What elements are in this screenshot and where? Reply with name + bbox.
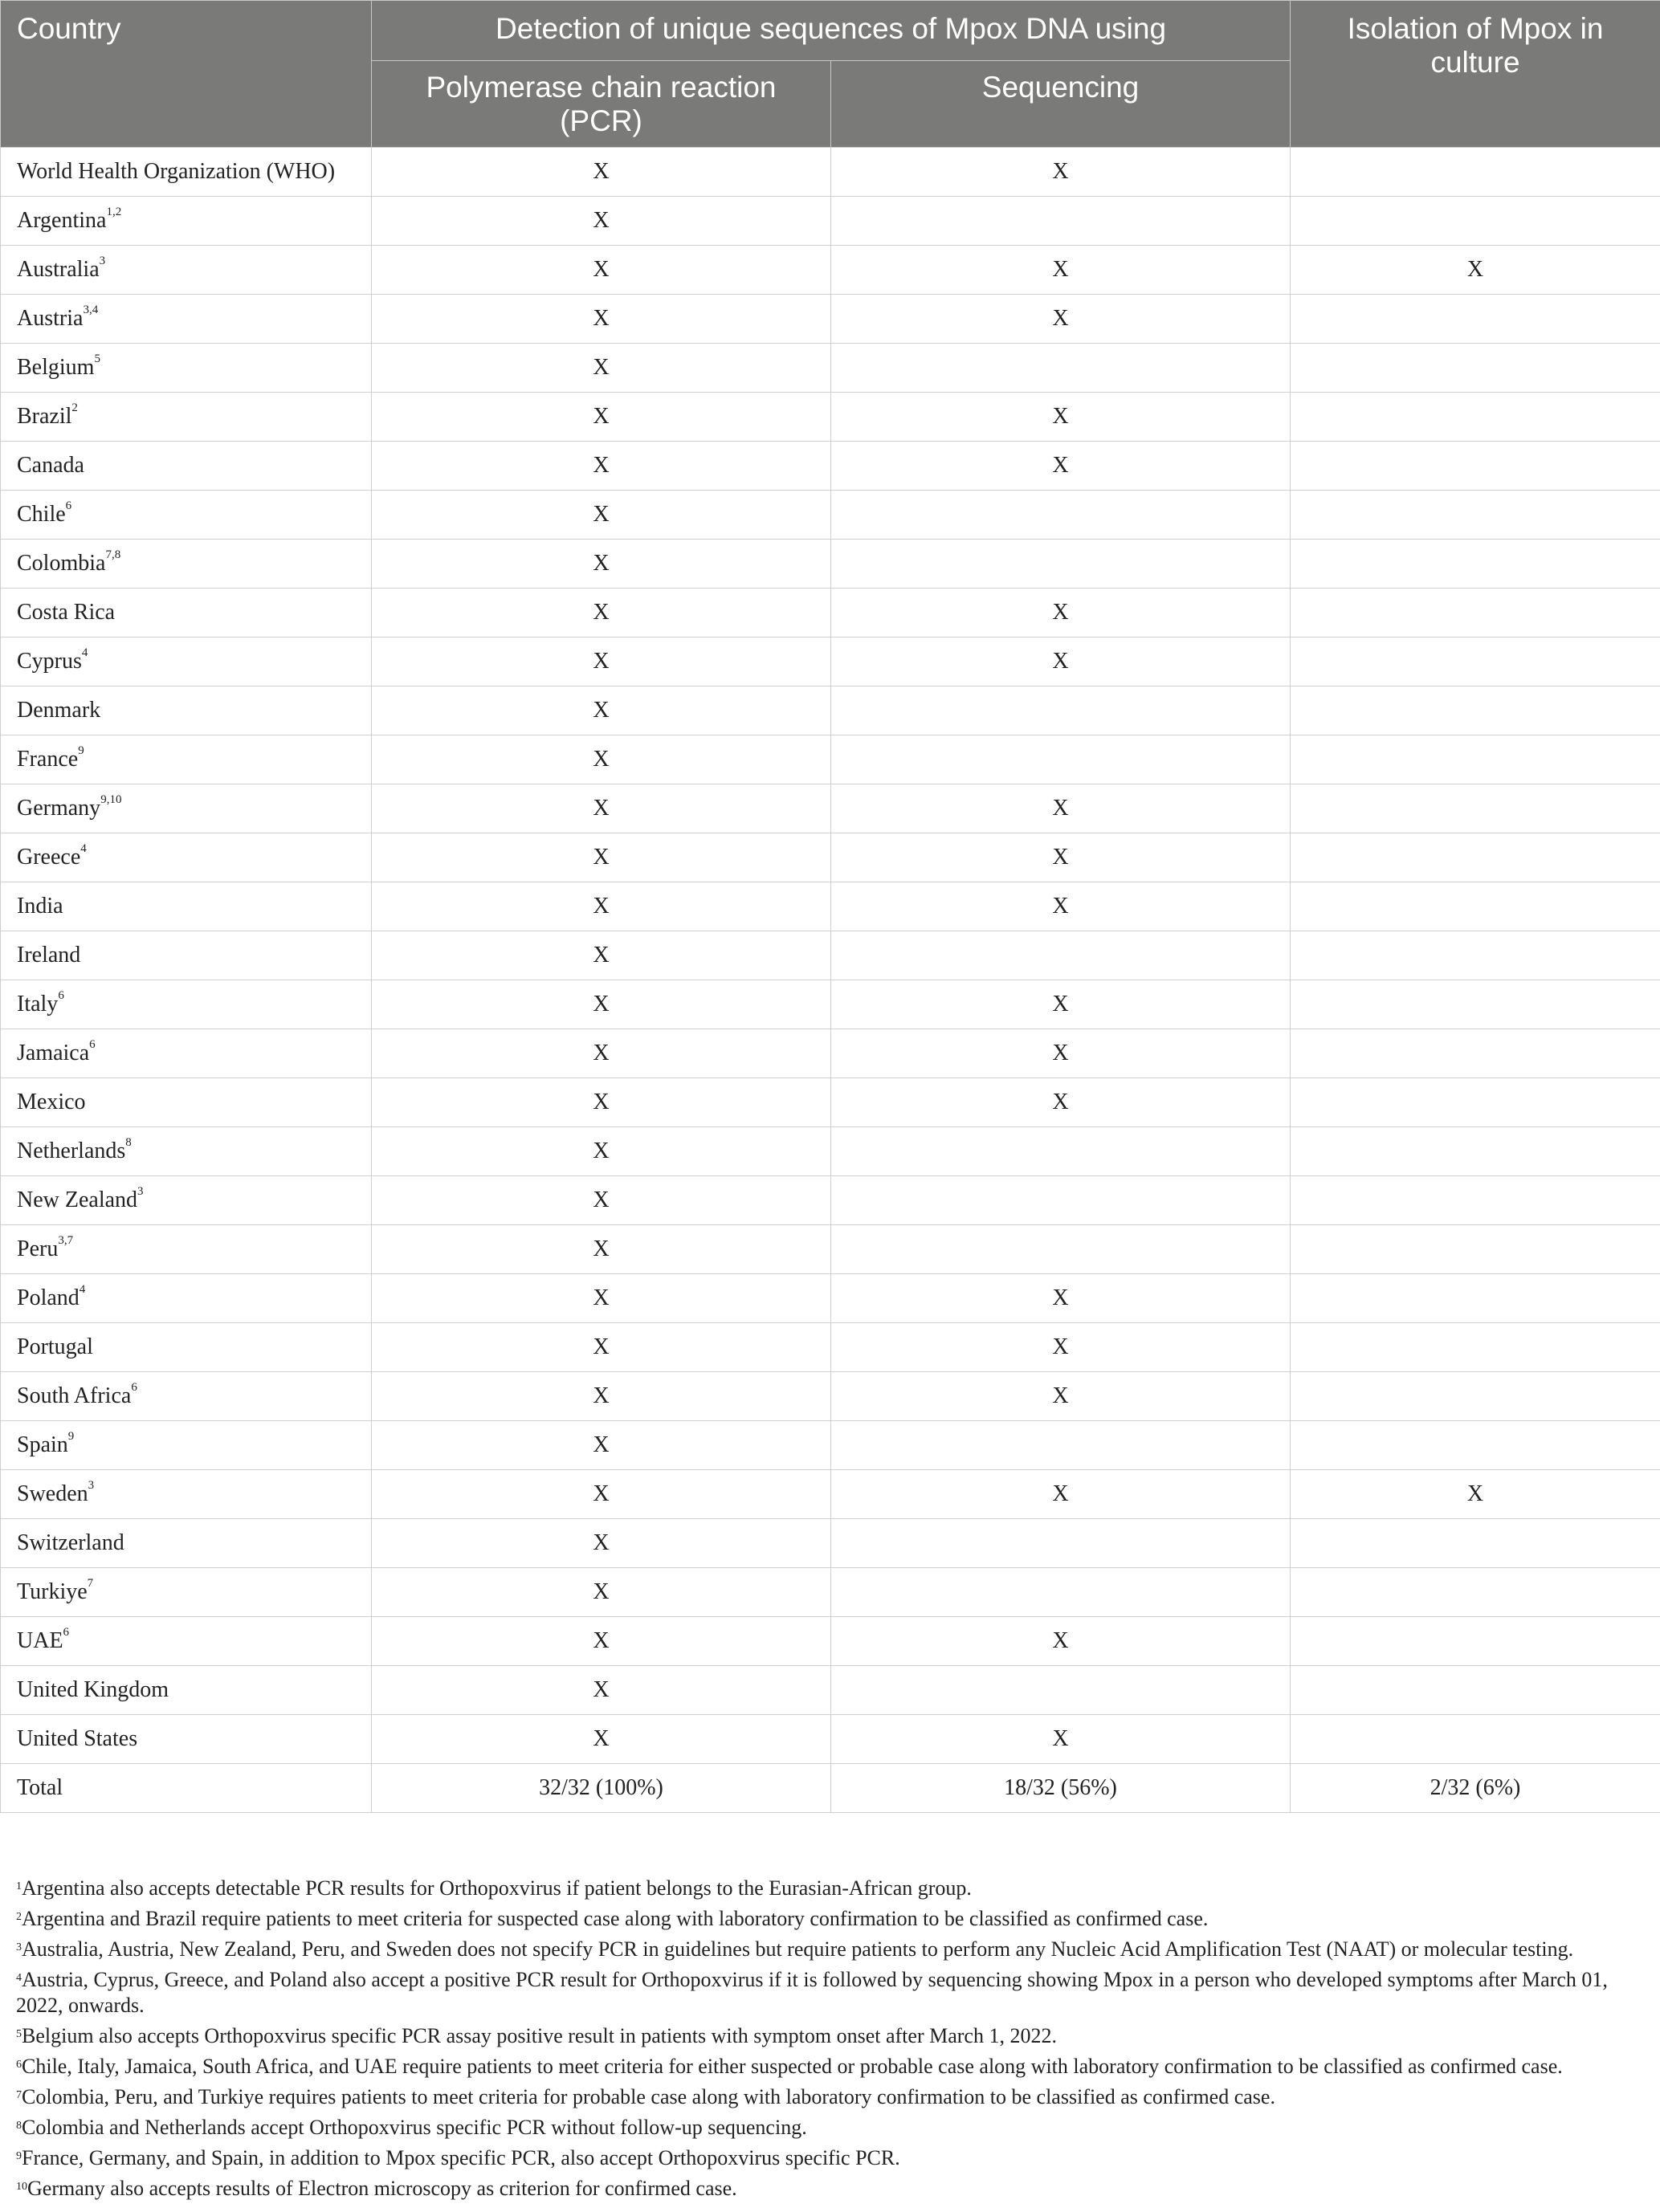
table-row	[1, 1225, 1660, 1274]
table-row	[1, 589, 1660, 638]
footnote-text: Australia, Austria, New Zealand, Peru, and Sweden does not specify PCR in guidelines but require patients to perform any Nucleic Acid Amplification Test (NAAT) or molecular testing.	[22, 1937, 1574, 1961]
table-row	[1, 1029, 1660, 1078]
pcr-cell: X	[372, 197, 831, 246]
table-row	[1, 197, 1660, 246]
footnote-number: 5	[16, 2028, 22, 2040]
country-name: Colombia	[17, 551, 106, 576]
sequencing-cell	[831, 1568, 1291, 1617]
sequencing-cell	[831, 1421, 1291, 1470]
country-name: Netherlands	[17, 1139, 126, 1163]
sequencing-cell	[831, 735, 1291, 784]
footnote	[0, 1967, 1638, 2019]
sequencing-cell	[831, 491, 1291, 540]
country-cell	[1, 344, 372, 393]
sequencing-cell: X	[831, 1078, 1291, 1127]
header-country: Country	[1, 1, 372, 148]
pcr-cell: X	[372, 1568, 831, 1617]
table-row	[1, 1323, 1660, 1372]
table-row	[1, 442, 1660, 491]
sequencing-cell: X	[831, 1470, 1291, 1519]
isolation-cell	[1291, 686, 1660, 735]
country-cell	[1, 442, 372, 491]
country-cell	[1, 833, 372, 882]
header-isolation: Isolation of Mpox in culture	[1291, 1, 1660, 148]
country-cell	[1, 1078, 372, 1127]
footnote-number: 7	[16, 2089, 22, 2101]
footnote-ref: 4	[81, 646, 88, 659]
country-cell	[1, 589, 372, 638]
country-cell	[1, 931, 372, 980]
isolation-cell	[1291, 1127, 1660, 1176]
footnote-text: Argentina and Brazil require patients to meet criteria for suspected case along with laboratory confirmation to be classified as confirmed case.	[22, 1907, 1209, 1930]
footnote-text: Chile, Italy, Jamaica, South Africa, and UAE require patients to meet criteria for either suspected or probable case along with laboratory confirmation to be classified as confirmed case.	[22, 2055, 1563, 2078]
table-row	[1, 246, 1660, 295]
isolation-cell	[1291, 197, 1660, 246]
country-name: Germany	[17, 796, 101, 821]
pcr-cell: X	[372, 1519, 831, 1568]
isolation-cell	[1291, 931, 1660, 980]
isolation-cell	[1291, 442, 1660, 491]
footnote-ref: 1,2	[106, 206, 122, 218]
footnote-ref: 9,10	[100, 793, 122, 806]
footnote	[0, 1937, 1638, 1962]
header-pcr: Polymerase chain reaction (PCR)	[372, 61, 831, 148]
isolation-cell	[1291, 1519, 1660, 1568]
country-name: UAE	[17, 1628, 63, 1653]
country-name: Denmark	[17, 698, 101, 723]
country-name: Austria	[17, 306, 84, 331]
sequencing-cell: X	[831, 148, 1291, 197]
country-name: United States	[17, 1726, 138, 1751]
sequencing-cell	[831, 344, 1291, 393]
isolation-cell	[1291, 735, 1660, 784]
country-cell	[1, 1029, 372, 1078]
country-name: Jamaica	[17, 1041, 90, 1065]
country-name: United Kingdom	[17, 1677, 169, 1702]
footnote	[0, 1876, 1638, 1901]
table-row	[1, 1078, 1660, 1127]
country-name: New Zealand	[17, 1187, 138, 1212]
header-detection-group: Detection of unique sequences of Mpox DNA using	[372, 1, 1291, 61]
footnotes	[0, 1876, 1638, 2206]
sequencing-cell: X	[831, 784, 1291, 833]
country-name: Australia	[17, 257, 100, 282]
pcr-cell: X	[372, 344, 831, 393]
country-cell	[1, 197, 372, 246]
table-row	[1, 784, 1660, 833]
country-cell	[1, 1470, 372, 1519]
footnote-ref: 3	[88, 1479, 95, 1492]
table-row	[1, 686, 1660, 735]
country-name: Argentina	[17, 208, 107, 233]
footnote-text: France, Germany, and Spain, in addition to Mpox specific PCR, also accept Orthopoxvirus specific PCR.	[22, 2146, 900, 2169]
isolation-cell: X	[1291, 1470, 1660, 1519]
footnote-number: 2	[16, 1911, 22, 1923]
footnote-ref: 9	[67, 1430, 75, 1443]
country-name: Canada	[17, 453, 84, 478]
footnote	[0, 2054, 1638, 2080]
footnote	[0, 2176, 1638, 2202]
pcr-cell: X	[372, 1715, 831, 1764]
footnote-text: Austria, Cyprus, Greece, and Poland also accept a positive PCR result for Orthopoxvirus if it is followed by sequencing showing Mpox in a person who developed symptoms after March 01, 2022, onwards.	[16, 1968, 1608, 2017]
country-name: Total	[17, 1775, 63, 1800]
pcr-cell: X	[372, 1078, 831, 1127]
table-row	[1, 931, 1660, 980]
country-cell	[1, 393, 372, 442]
country-cell	[1, 1519, 372, 1568]
footnote-text: Argentina also accepts detectable PCR results for Orthopoxvirus if patient belongs to the Eurasian-African group.	[22, 1876, 972, 1900]
footnote-text: Belgium also accepts Orthopoxvirus specific PCR assay positive result in patients with symptom onset after March 1, 2022.	[22, 2024, 1057, 2047]
footnote-ref: 3	[99, 255, 106, 267]
country-name: Spain	[17, 1432, 68, 1457]
footnote-number: 8	[16, 2120, 22, 2132]
pcr-cell: X	[372, 393, 831, 442]
sequencing-cell: X	[831, 442, 1291, 491]
footnote-ref: 6	[131, 1381, 137, 1394]
table-row	[1, 491, 1660, 540]
sequencing-cell: X	[831, 833, 1291, 882]
country-cell	[1, 1274, 372, 1323]
footnote-ref: 6	[63, 1626, 70, 1639]
country-name: World Health Organization (WHO)	[17, 159, 336, 184]
pcr-cell: X	[372, 1176, 831, 1225]
country-name: Brazil	[17, 404, 72, 429]
table-row	[1, 1764, 1660, 1813]
sequencing-cell	[831, 931, 1291, 980]
sequencing-cell: X	[831, 393, 1291, 442]
footnote	[0, 2115, 1638, 2141]
country-name: Sweden	[17, 1481, 88, 1506]
pcr-cell: X	[372, 1470, 831, 1519]
isolation-cell	[1291, 1666, 1660, 1715]
isolation-cell	[1291, 882, 1660, 931]
table-row	[1, 1519, 1660, 1568]
country-cell	[1, 1617, 372, 1666]
table-row	[1, 393, 1660, 442]
pcr-cell: X	[372, 735, 831, 784]
sequencing-cell: X	[831, 1029, 1291, 1078]
isolation-cell	[1291, 833, 1660, 882]
table-row	[1, 882, 1660, 931]
country-name: Mexico	[17, 1090, 86, 1114]
isolation-cell	[1291, 1372, 1660, 1421]
footnote	[0, 2023, 1638, 2049]
pcr-cell: X	[372, 1617, 831, 1666]
isolation-cell	[1291, 1323, 1660, 1372]
pcr-cell: X	[372, 148, 831, 197]
pcr-cell: X	[372, 540, 831, 589]
pcr-cell: X	[372, 442, 831, 491]
table-row	[1, 1372, 1660, 1421]
isolation-cell	[1291, 1274, 1660, 1323]
sequencing-cell: X	[831, 882, 1291, 931]
country-name: Italy	[17, 992, 59, 1016]
isolation-cell	[1291, 589, 1660, 638]
pcr-cell: X	[372, 686, 831, 735]
sequencing-cell: X	[831, 1617, 1291, 1666]
country-cell	[1, 1715, 372, 1764]
country-cell	[1, 980, 372, 1029]
country-cell	[1, 1421, 372, 1470]
footnote-text: Colombia and Netherlands accept Orthopoxvirus specific PCR without follow-up sequencing.	[22, 2116, 807, 2139]
country-name: Ireland	[17, 943, 81, 967]
pcr-cell: X	[372, 1421, 831, 1470]
sequencing-cell: X	[831, 589, 1291, 638]
country-name: Greece	[17, 845, 81, 870]
footnote-ref: 6	[58, 989, 64, 1002]
country-cell	[1, 1127, 372, 1176]
table-row	[1, 1568, 1660, 1617]
isolation-cell	[1291, 1225, 1660, 1274]
isolation-cell	[1291, 491, 1660, 540]
pcr-cell: X	[372, 1127, 831, 1176]
pcr-cell: 32/32 (100%)	[372, 1764, 831, 1813]
footnote-number: 9	[16, 2150, 22, 2162]
footnote-number: 4	[16, 1972, 22, 1984]
sequencing-cell: X	[831, 246, 1291, 295]
footnote-ref: 7	[87, 1577, 94, 1590]
sequencing-cell	[831, 540, 1291, 589]
country-cell	[1, 1764, 372, 1813]
country-name: Peru	[17, 1236, 59, 1261]
table-header	[1, 1, 1660, 148]
country-cell	[1, 735, 372, 784]
footnote-number: 1	[16, 1880, 22, 1892]
sequencing-cell	[831, 1127, 1291, 1176]
table-row	[1, 833, 1660, 882]
footnote-text: Colombia, Peru, and Turkiye requires patients to meet criteria for probable case along with laboratory confirmation to be classified as confirmed case.	[22, 2085, 1275, 2108]
isolation-cell	[1291, 784, 1660, 833]
table-row	[1, 1470, 1660, 1519]
pcr-cell: X	[372, 833, 831, 882]
sequencing-cell: 18/32 (56%)	[831, 1764, 1291, 1813]
country-cell	[1, 540, 372, 589]
pcr-cell: X	[372, 491, 831, 540]
isolation-cell: X	[1291, 246, 1660, 295]
country-cell	[1, 1176, 372, 1225]
footnote-ref: 4	[80, 842, 87, 855]
pcr-cell: X	[372, 1372, 831, 1421]
sequencing-cell: X	[831, 1274, 1291, 1323]
isolation-cell	[1291, 1715, 1660, 1764]
isolation-cell	[1291, 1568, 1660, 1617]
footnote-ref: 5	[94, 352, 100, 365]
isolation-cell	[1291, 1421, 1660, 1470]
footnote-ref: 6	[89, 1038, 96, 1051]
pcr-cell: X	[372, 1323, 831, 1372]
table-row	[1, 638, 1660, 686]
footnote-ref: 9	[78, 744, 84, 757]
country-name: India	[17, 894, 63, 919]
footnote-text: Germany also accepts results of Electron microscopy as criterion for confirmed case.	[27, 2177, 737, 2200]
country-cell	[1, 1666, 372, 1715]
country-cell	[1, 1225, 372, 1274]
country-name: South Africa	[17, 1383, 132, 1408]
pcr-cell: X	[372, 1666, 831, 1715]
country-cell	[1, 295, 372, 344]
footnote-ref: 8	[125, 1136, 132, 1149]
isolation-cell	[1291, 638, 1660, 686]
sequencing-cell: X	[831, 1323, 1291, 1372]
country-cell	[1, 1323, 372, 1372]
sequencing-cell	[831, 686, 1291, 735]
footnote-ref: 7,8	[105, 548, 121, 561]
footnote-ref: 3,7	[58, 1234, 74, 1247]
sequencing-cell	[831, 197, 1291, 246]
table-body	[1, 148, 1660, 1813]
sequencing-cell	[831, 1519, 1291, 1568]
table-row	[1, 980, 1660, 1029]
footnote-number: 6	[16, 2059, 22, 2071]
country-name: Chile	[17, 502, 66, 527]
footnote-ref: 6	[65, 499, 72, 512]
country-name: Costa Rica	[17, 600, 116, 625]
sequencing-cell: X	[831, 1715, 1291, 1764]
table-row	[1, 540, 1660, 589]
country-name: Turkiye	[17, 1579, 88, 1604]
country-name: France	[17, 747, 79, 772]
isolation-cell	[1291, 1617, 1660, 1666]
footnote-ref: 2	[71, 401, 78, 414]
footnote-ref: 3	[137, 1185, 144, 1198]
pcr-cell: X	[372, 1225, 831, 1274]
table-row	[1, 295, 1660, 344]
footnote-number: 10	[16, 2181, 27, 2193]
table-row	[1, 1127, 1660, 1176]
sequencing-cell	[831, 1176, 1291, 1225]
table-row	[1, 1715, 1660, 1764]
sequencing-cell	[831, 1225, 1291, 1274]
isolation-cell	[1291, 393, 1660, 442]
country-cell	[1, 638, 372, 686]
pcr-cell: X	[372, 1274, 831, 1323]
country-name: Cyprus	[17, 649, 82, 674]
country-name: Belgium	[17, 355, 95, 380]
country-cell	[1, 882, 372, 931]
footnote	[0, 2145, 1638, 2171]
pcr-cell: X	[372, 784, 831, 833]
country-cell	[1, 246, 372, 295]
country-cell	[1, 148, 372, 197]
sequencing-cell	[831, 1666, 1291, 1715]
table-row	[1, 1421, 1660, 1470]
footnote	[0, 2084, 1638, 2110]
table-row	[1, 148, 1660, 197]
pcr-cell: X	[372, 980, 831, 1029]
isolation-cell: 2/32 (6%)	[1291, 1764, 1660, 1813]
pcr-cell: X	[372, 1029, 831, 1078]
table-row	[1, 1176, 1660, 1225]
table-row	[1, 344, 1660, 393]
country-cell	[1, 491, 372, 540]
sequencing-cell: X	[831, 638, 1291, 686]
pcr-cell: X	[372, 638, 831, 686]
pcr-cell: X	[372, 882, 831, 931]
country-cell	[1, 686, 372, 735]
isolation-cell	[1291, 295, 1660, 344]
table-row	[1, 1666, 1660, 1715]
isolation-cell	[1291, 540, 1660, 589]
country-cell	[1, 1372, 372, 1421]
header-sequencing: Sequencing	[831, 61, 1291, 148]
isolation-cell	[1291, 344, 1660, 393]
isolation-cell	[1291, 1176, 1660, 1225]
footnote-ref: 4	[79, 1283, 86, 1296]
table-row	[1, 1617, 1660, 1666]
country-cell	[1, 1568, 372, 1617]
country-cell	[1, 784, 372, 833]
country-name: Poland	[17, 1285, 80, 1310]
footnote-ref: 3,4	[83, 303, 99, 316]
country-name: Switzerland	[17, 1530, 124, 1555]
table-row	[1, 735, 1660, 784]
footnote	[0, 1906, 1638, 1932]
pcr-cell: X	[372, 295, 831, 344]
sequencing-cell: X	[831, 295, 1291, 344]
sequencing-cell: X	[831, 1372, 1291, 1421]
country-name: Portugal	[17, 1334, 93, 1359]
isolation-cell	[1291, 980, 1660, 1029]
sequencing-cell: X	[831, 980, 1291, 1029]
pcr-cell: X	[372, 246, 831, 295]
pcr-cell: X	[372, 589, 831, 638]
isolation-cell	[1291, 1029, 1660, 1078]
pcr-cell: X	[372, 931, 831, 980]
isolation-cell	[1291, 1078, 1660, 1127]
table-row	[1, 1274, 1660, 1323]
footnote-number: 3	[16, 1941, 22, 1953]
isolation-cell	[1291, 148, 1660, 197]
